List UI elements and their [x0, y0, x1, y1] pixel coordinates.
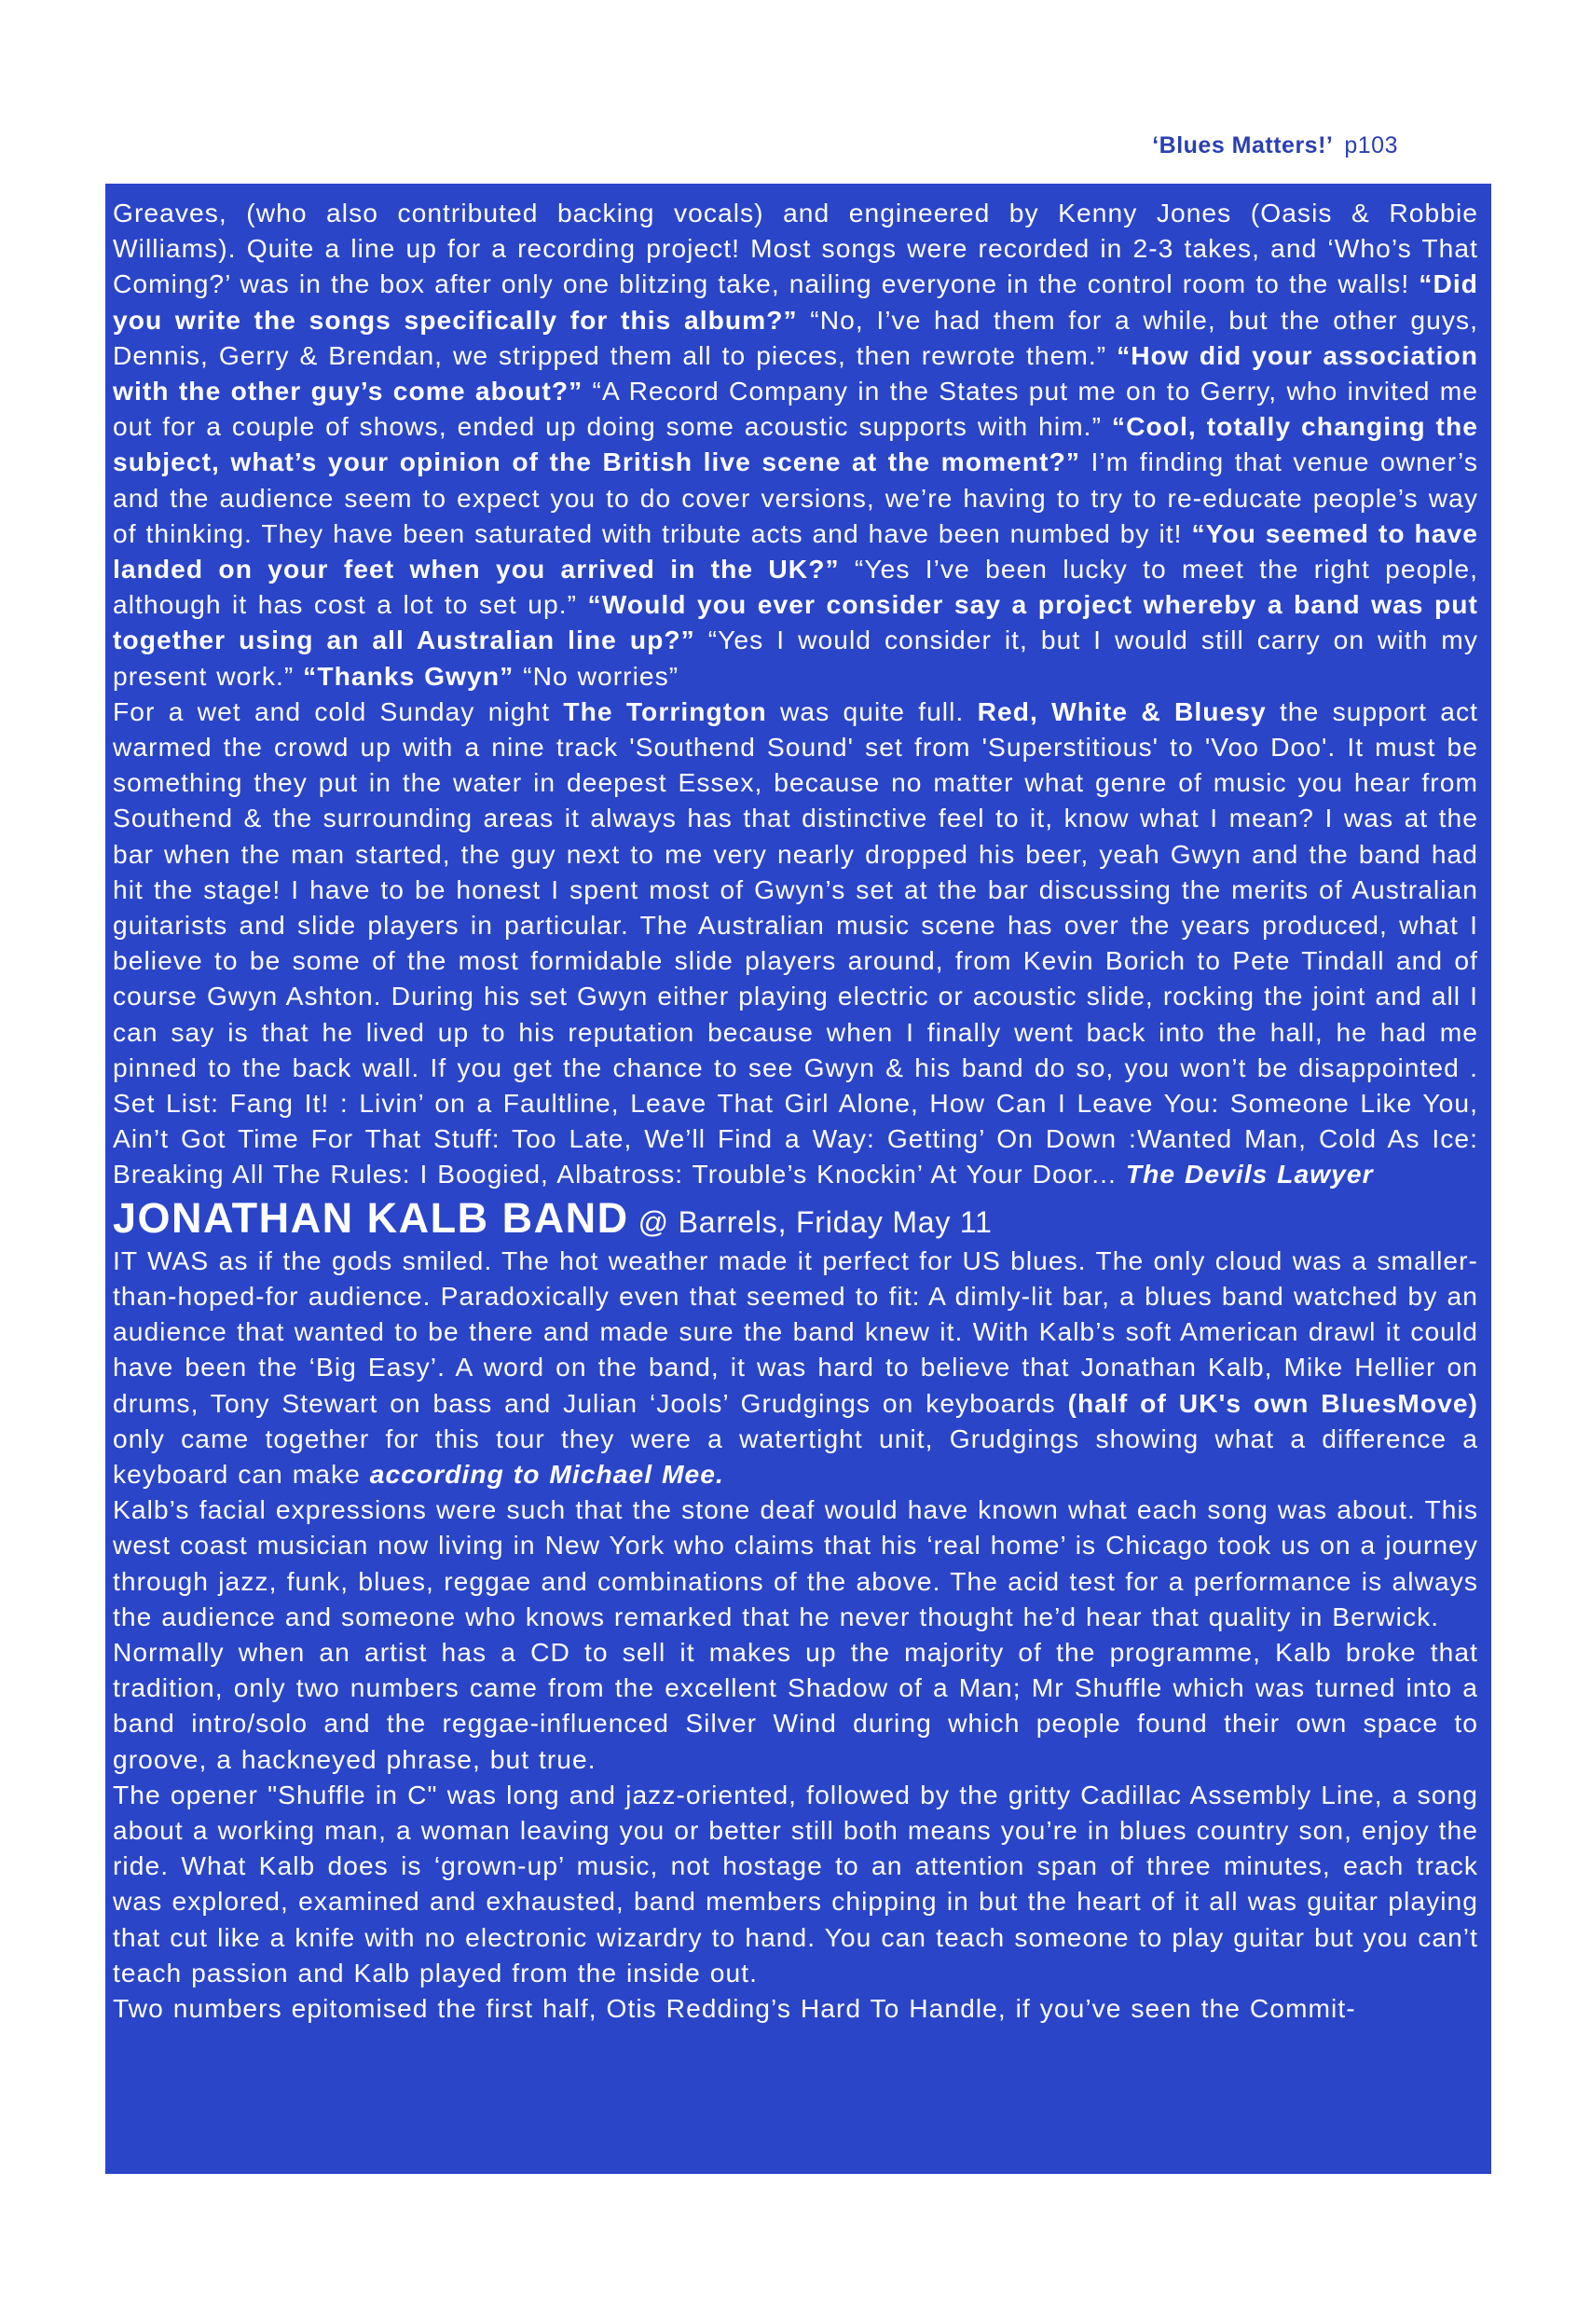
review-headline: [113, 1194, 1478, 1243]
article-panel: [105, 184, 1491, 2174]
review-paragraph: Two numbers epitomised the first half, Otis Redding’s Hard To Handle, if you’ve seen the Commit-: [113, 1992, 1356, 2023]
review-paragraph: Kalb’s facial expressions were such that the stone deaf would have known what each song was about. This west coast musician now living in New York who claims that his ‘real home’ is Chicago took us on a journey through jazz, funk, blues, reggae and combinations of the above. The acid test for a performance is always the audience and someone who knows remarked that he never thought he’d hear that quality in Berwick.: [113, 1494, 1478, 1631]
page-header: [1118, 132, 1398, 159]
review-paragraph: The opener "Shuffle in C" was long and jazz-oriented, followed by the gritty Cadillac Assembly Line, a song about a working man, a woman leaving you or better still both means you’re in blues country son, enjoy the ride. What Kalb does is ‘grown-up’ music, not hostage to an attention span of three minutes, each track was explored, examined and exhausted, band members chipping in but the heart of it all was guitar playing that cut like a knife with no electronic wizardry to hand. You can teach someone to play guitar but you can’t teach passion and Kalb played from the inside out.: [113, 1779, 1478, 1987]
interview-question: “Thanks Gwyn”: [303, 660, 514, 691]
body-text: “No worries”: [514, 660, 679, 691]
headline-band-name: JONATHAN KALB BAND: [113, 1193, 629, 1242]
body-text: “A Record Company in the States put me on to Gerry, who invited me out for a couple of shows, ended up doing some acoustic supports with him.”: [113, 376, 1478, 442]
body-text: only came together for this tour they were a watertight unit, Grudgings showing what a difference a keyboard can make: [113, 1423, 1478, 1489]
interview-question: “How did your association with the other guy’s come about?”: [113, 339, 1478, 406]
body-text: the support act warmed the crowd up with a nine track 'Southend Sound' set from 'Superstitious' to 'Voo Doo'. It must be something they put in the water in deepest Essex, because no matter what genre of music you hear from Southend & the surrounding areas it always has that distinctive feel to it, know what I mean? I was at the bar when the man started, the guy next to me very nearly dropped his beer, yeah Gwyn and the band had hit the stage! I have to be honest I spent most of Gwyn’s set at the bar discussing the merits of Australian guitarists and slide players in particular. The Australian music scene has over the years produced, what I believe to be some of the most formidable slide players around, from Kevin Borich to Pete Tindall and of course Gwyn Ashton. During his set Gwyn either playing electric or acoustic slide, rocking the joint and all I can say is that he lived up to his reputation because when I finally went back into the hall, he had me pinned to the back wall. If you get the chance to see Gwyn & his band do so, you won’t be disappointed . Set List: Fang It! : Livin’ on a Faultline, Leave That Girl Alone, How Can I Leave You: Someone Like You, Ain’t Got Time For That Stuff: Too Late, We’ll Find a Way: Getting’ On Down :Wanted Man, Cold As Ice: Breaking All The Rules: I Boogied, Albatross: Trouble’s Knockin’ At Your Door...: [113, 695, 1478, 1190]
support-act-name: Red, White & Bluesy: [977, 695, 1267, 726]
band-note: (half of UK's own BluesMove): [1067, 1387, 1478, 1418]
body-text: “No, I’ve had them for a while, but the other guys, Dennis, Gerry & Brendan, we stripped them all to pieces, then rewrote them.”: [113, 304, 1478, 370]
venue-name: The Torrington: [563, 695, 767, 726]
body-text: was quite full.: [766, 695, 978, 726]
interview-question: “Cool, totally changing the subject, what’s your opinion of the British live scene at the moment?”: [113, 411, 1478, 477]
author-byline: according to Michael Mee.: [369, 1458, 724, 1489]
interview-question: “Would you ever consider say a project whereby a band was put together using an all Australian line up?”: [113, 589, 1478, 655]
body-text: “Yes I’ve been lucky to meet the right people, although it has cost a lot to set up.”: [113, 554, 1478, 620]
interview-question: “You seemed to have landed on your feet when you arrived in the UK?”: [113, 517, 1478, 584]
body-text: “Yes I would consider it, but I would still carry on with my present work.”: [113, 625, 1478, 691]
body-text: I’m finding that venue owner’s and the audience seem to expect you to do cover versions, we’re having to try to re-educate people’s way of thinking. They have been saturated with tribute acts and have been numbed by it!: [113, 447, 1479, 548]
interview-paragraph: [113, 195, 1478, 694]
magazine-title: ‘Blues Matters!’: [1152, 132, 1334, 158]
review-paragraph: [113, 1243, 1478, 1492]
interview-question: “Did you write the songs specifically for this album?”: [113, 268, 1478, 335]
body-text: Greaves, (who also contributed backing vocals) and engineered by Kenny Jones (Oasis & Robbie Williams). Quite a line up for a recording project! Most songs were recorded in 2-3 takes, and ‘Who’s That Coming?’ was in the box after only one blitzing take, nailing everyone in the control room to the walls!: [113, 198, 1478, 299]
headline-venue: @ Barrels, Friday May 11: [638, 1204, 993, 1239]
author-byline: The Devils Lawyer: [1125, 1159, 1374, 1190]
body-text: IT WAS as if the gods smiled. The hot weather made it perfect for US blues. The only cloud was a smaller-than-hoped-for audience. Paradoxically even that seemed to fit: A dimly-lit bar, a blues band watched by an audience that wanted to be there and made sure the band knew it. With Kalb’s soft American drawl it could have been the ‘Big Easy’. A word on the band, it was hard to believe that Jonathan Kalb, Mike Hellier on drums, Tony Stewart on bass and Julian ‘Jools’ Grudgings on keyboards: [113, 1245, 1478, 1418]
review-paragraph: [113, 694, 1478, 1192]
body-text: For a wet and cold Sunday night: [113, 695, 564, 726]
page-number: p103: [1344, 132, 1398, 158]
review-paragraph: Normally when an artist has a CD to sell it makes up the majority of the programme, Kalb broke that tradition, only two numbers came from the excellent Shadow of a Man; Mr Shuffle which was turned into a band intro/solo and the reggae-influenced Silver Wind during which people found their own space to groove, a hackneyed phrase, but true.: [113, 1636, 1478, 1774]
